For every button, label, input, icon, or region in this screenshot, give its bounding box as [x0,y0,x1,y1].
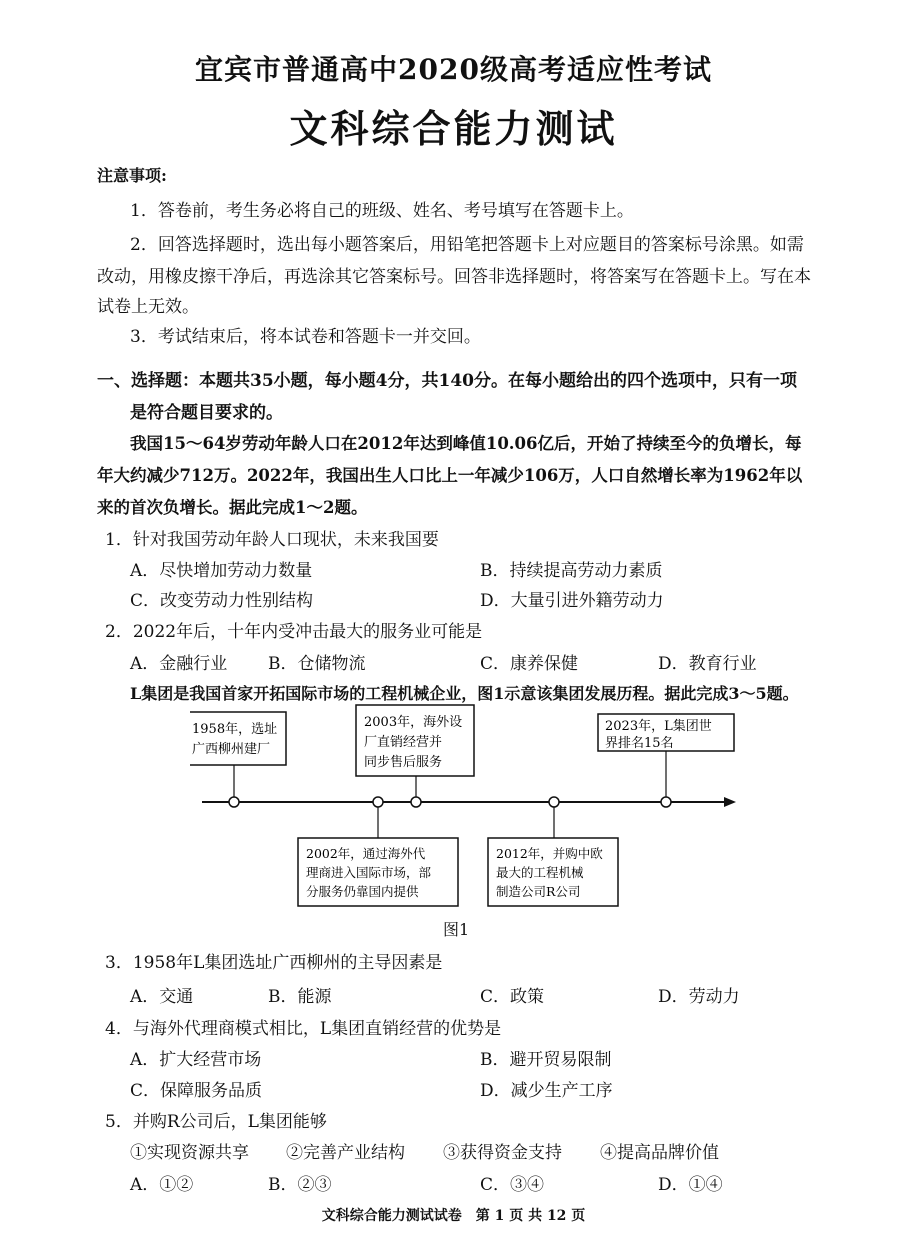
note-2-line-2: 改动，用橡皮擦干净后，再选涂其它答案标号。回答非选择题时，将答案写在答题卡上。写在本 [97,267,811,287]
question-4-stem: 4．与海外代理商模式相比，L集团直销经营的优势是 [105,1019,502,1039]
question-5-statement-3: ③获得资金支持 [443,1143,562,1163]
question-2-option-a: A．金融行业 [130,654,228,674]
passage-2: L集团是我国首家开拓国际市场的工程机械企业，图1示意该集团发展历程。据此完成3～5题。 [130,684,799,703]
question-3-option-d: D．劳动力 [658,987,740,1007]
node-1958 [229,797,239,807]
passage-1-line-1: 我国15～64岁劳动年龄人口在2012年达到峰值10.06亿后，开始了持续至今的负增长，每 [130,434,802,453]
question-1-stem: 1．针对我国劳动年龄人口现状，未来我国要 [105,530,439,550]
question-5-stem: 5．并购R公司后，L集团能够 [105,1112,327,1132]
box-1958-line-1: 1958年，选址 [192,722,278,737]
passage-1-line-3: 来的首次负增长。据此完成1～2题。 [97,498,368,517]
page-footer: 文科综合能力测试试卷 第 1 页 共 12 页 [321,1208,586,1224]
box-2012-line-3: 制造公司R公司 [496,884,581,899]
question-3-option-c: C．政策 [480,987,545,1007]
box-1958 [190,712,286,765]
box-2023-line-2: 界排名15名 [605,736,674,751]
figure-1-timeline [190,700,750,910]
note-1: 1．答卷前，考生务必将自己的班级、姓名、考号填写在答题卡上。 [130,201,634,221]
exam-title: 宜宾市普通高中2020级高考适应性考试 [195,53,712,86]
question-1-option-d: D．大量引进外籍劳动力 [480,591,664,611]
question-5-statement-4: ④提高品牌价值 [600,1143,719,1163]
question-5-option-b: B．②③ [268,1175,332,1195]
question-1-option-b: B．持续提高劳动力素质 [480,561,663,581]
question-5-option-a: A．①② [130,1175,194,1195]
question-5-option-c: C．③④ [480,1175,545,1195]
box-2002-line-3: 分服务仍靠国内提供 [306,884,419,899]
question-2-option-c: C．康养保健 [480,654,579,674]
question-3-option-b: B．能源 [268,987,332,1007]
box-2003-line-3: 同步售后服务 [364,755,443,770]
node-2012 [549,797,559,807]
exam-subject-title: 文科综合能力测试 [289,106,618,151]
note-3: 3．考试结束后，将本试卷和答题卡一并交回。 [130,327,481,347]
box-2002-line-1: 2002年，通过海外代 [306,846,426,861]
box-2012-line-2: 最大的工程机械 [496,865,584,880]
timeline-arrow-icon [724,797,736,807]
question-2-stem: 2．2022年后，十年内受冲击最大的服务业可能是 [105,622,483,642]
section-heading-line-1: 一、选择题：本题共35小题，每小题4分，共140分。在每小题给出的四个选项中，只有一项 [97,371,797,391]
node-2002 [373,797,383,807]
question-4-option-b: B．避开贸易限制 [480,1050,612,1070]
notes-heading: 注意事项: [97,166,167,185]
question-1-option-c: C．改变劳动力性别结构 [130,591,314,611]
question-5-statement-2: ②完善产业结构 [286,1143,405,1163]
note-2-line-3: 试卷上无效。 [97,297,199,317]
box-2003-line-1: 2003年，海外设 [364,715,463,730]
note-2-line-1: 2．回答选择题时，选出每小题答案后，用铅笔把答题卡上对应题目的答案标号涂黑。如需 [130,235,804,255]
question-5-statement-1: ①实现资源共享 [130,1143,249,1163]
figure-caption: 图1 [443,920,470,939]
box-2012-line-1: 2012年，并购中欧 [496,846,603,861]
question-4-option-d: D．减少生产工序 [480,1081,613,1101]
question-3-option-a: A．交通 [130,987,194,1007]
question-3-stem: 3．1958年L集团选址广西柳州的主导因素是 [105,953,443,973]
box-2023-line-1: 2023年，L集团世 [605,719,712,734]
question-1-option-a: A．尽快增加劳动力数量 [130,561,313,581]
question-5-option-d: D．①④ [658,1175,723,1195]
question-4-option-a: A．扩大经营市场 [130,1050,262,1070]
box-1958-line-2: 广西柳州建厂 [192,742,271,757]
question-2-option-d: D．教育行业 [658,654,757,674]
passage-1-line-2: 年大约减少712万。2022年，我国出生人口比上一年减少106万，人口自然增长率为1962年以 [97,466,803,485]
question-2-option-b: B．仓储物流 [268,654,366,674]
section-heading-line-2: 是符合题目要求的。 [130,403,283,423]
box-2002-line-2: 理商进入国际市场，部 [306,865,432,880]
node-2003 [411,797,421,807]
box-2003-line-2: 厂直销经营并 [364,735,443,750]
node-2023 [661,797,671,807]
question-4-option-c: C．保障服务品质 [130,1081,263,1101]
